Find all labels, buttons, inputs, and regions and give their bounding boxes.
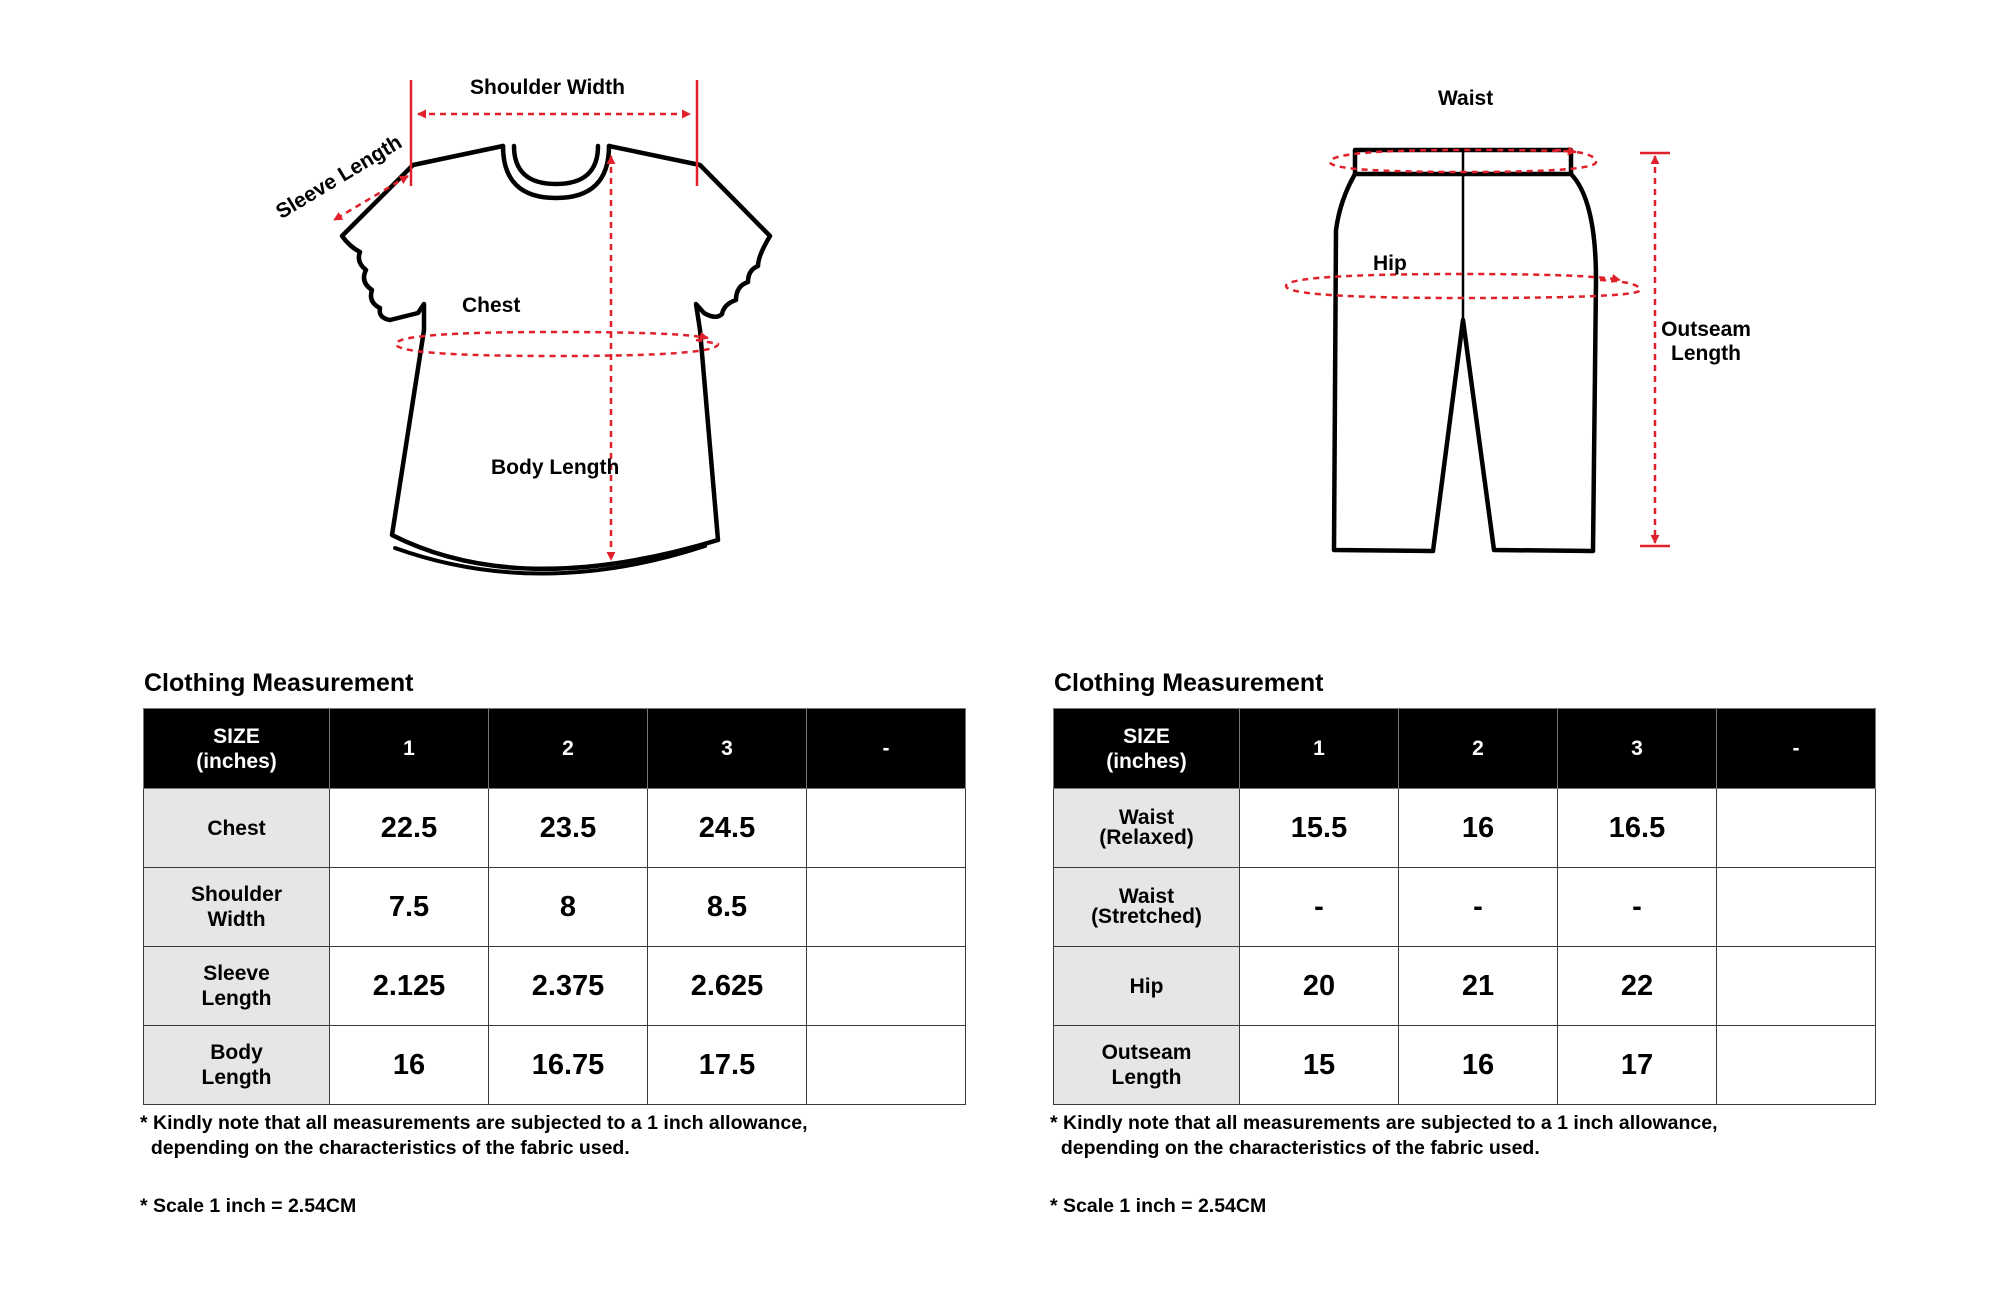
- diagram-drawing: [0, 0, 2000, 620]
- value-cell: 20: [1240, 947, 1399, 1026]
- row-label: [144, 868, 330, 947]
- size-header-line1: SIZE: [213, 724, 260, 748]
- value-cell: [807, 868, 966, 947]
- value-cell: 2.375: [489, 947, 648, 1026]
- waist-label: Waist: [1438, 87, 1494, 110]
- pants-outline: [1334, 150, 1596, 551]
- table-row: [144, 1026, 966, 1105]
- tshirt-outline: [342, 146, 770, 574]
- table-header-row: [144, 709, 966, 789]
- size-column-header: 1: [330, 709, 489, 789]
- row-label-line2: Length: [1111, 1066, 1182, 1089]
- row-label-line1: Chest: [207, 816, 266, 840]
- table-row: [1054, 789, 1876, 868]
- outseam-label-line2: Length: [1671, 342, 1741, 365]
- size-header-line2: (inches): [1106, 749, 1187, 773]
- value-cell: [1717, 789, 1876, 868]
- row-label-line1: Waist: [1118, 806, 1175, 829]
- note-line2: depending on the characteristics of the fabric used.: [1050, 1137, 1540, 1159]
- value-cell: 17.5: [648, 1026, 807, 1105]
- body-length-label: Body Length: [491, 456, 620, 479]
- value-cell: 17: [1558, 1026, 1717, 1105]
- row-label: [1054, 947, 1240, 1026]
- size-column-header: 3: [1558, 709, 1717, 789]
- value-cell: 24.5: [648, 789, 807, 868]
- outseam-label-line1: Outseam: [1661, 318, 1751, 341]
- value-cell: 23.5: [489, 789, 648, 868]
- value-cell: 2.125: [330, 947, 489, 1026]
- value-cell: 16: [1399, 1026, 1558, 1105]
- row-label-line1: Hip: [1129, 974, 1164, 998]
- size-header-line2: (inches): [196, 749, 277, 773]
- outseam-length-label: [1656, 318, 1756, 366]
- row-label: [144, 947, 330, 1026]
- value-cell: -: [1558, 868, 1717, 947]
- value-cell: -: [1399, 868, 1558, 947]
- pants-measure-lines: [1286, 150, 1670, 546]
- shirt-table-title: Clothing Measurement: [144, 669, 414, 697]
- row-label: [1054, 868, 1240, 947]
- size-column-header: -: [807, 709, 966, 789]
- value-cell: [807, 947, 966, 1026]
- row-label-line1: Body: [210, 1041, 263, 1064]
- size-column-header: 1: [1240, 709, 1399, 789]
- size-column-header: 2: [1399, 709, 1558, 789]
- note-line1: * Kindly note that all measurements are subjected to a 1 inch allowance,: [140, 1112, 808, 1134]
- table-row: [144, 947, 966, 1026]
- pants-size-table: [1053, 708, 1876, 1105]
- table-row: [1054, 1026, 1876, 1105]
- value-cell: 7.5: [330, 868, 489, 947]
- row-label-line2: Width: [207, 908, 266, 931]
- table-row: [1054, 947, 1876, 1026]
- value-cell: [1717, 868, 1876, 947]
- chest-label: Chest: [462, 294, 521, 317]
- value-cell: [1717, 1026, 1876, 1105]
- row-label-line1: Sleeve: [203, 962, 270, 985]
- value-cell: 8: [489, 868, 648, 947]
- size-column-header: -: [1717, 709, 1876, 789]
- scale-note: * Scale 1 inch = 2.54CM: [140, 1195, 357, 1217]
- sleeve-length-label: Sleeve Length: [272, 130, 406, 224]
- table-header-row: [1054, 709, 1876, 789]
- allowance-note: [1050, 1111, 1718, 1161]
- scale-note: * Scale 1 inch = 2.54CM: [1050, 1195, 1267, 1217]
- value-cell: 16: [1399, 789, 1558, 868]
- value-cell: [1717, 947, 1876, 1026]
- value-cell: 22.5: [330, 789, 489, 868]
- table-row: [144, 789, 966, 868]
- value-cell: 15.5: [1240, 789, 1399, 868]
- table-row: [1054, 868, 1876, 947]
- shoulder-width-label: Shoulder Width: [470, 76, 625, 99]
- value-cell: 22: [1558, 947, 1717, 1026]
- row-label-line2: (Stretched): [1091, 905, 1202, 928]
- row-label-line2: Length: [201, 987, 272, 1010]
- note-line1: * Kindly note that all measurements are subjected to a 1 inch allowance,: [1050, 1112, 1718, 1134]
- pants-table-title: Clothing Measurement: [1054, 669, 1324, 697]
- row-label-line1: Outseam: [1101, 1041, 1192, 1064]
- size-column-header: 3: [648, 709, 807, 789]
- value-cell: 15: [1240, 1026, 1399, 1105]
- value-cell: 2.625: [648, 947, 807, 1026]
- size-unit-header: [144, 709, 330, 789]
- value-cell: 16.75: [489, 1026, 648, 1105]
- row-label-line1: Waist: [1118, 885, 1175, 908]
- value-cell: 16: [330, 1026, 489, 1105]
- shirt-size-table: [143, 708, 966, 1105]
- value-cell: 8.5: [648, 868, 807, 947]
- note-line2: depending on the characteristics of the fabric used.: [140, 1137, 630, 1159]
- value-cell: -: [1240, 868, 1399, 947]
- measurement-diagrams: [0, 0, 2000, 620]
- size-header-line1: SIZE: [1123, 724, 1170, 748]
- row-label: [1054, 789, 1240, 868]
- row-label: [1054, 1026, 1240, 1105]
- value-cell: [807, 1026, 966, 1105]
- table-row: [144, 868, 966, 947]
- row-label-line2: (Relaxed): [1099, 826, 1194, 849]
- row-label-line1: Shoulder: [190, 883, 282, 906]
- row-label: [144, 1026, 330, 1105]
- hip-label: Hip: [1373, 252, 1407, 275]
- value-cell: 16.5: [1558, 789, 1717, 868]
- allowance-note: [140, 1111, 808, 1161]
- row-label: [144, 789, 330, 868]
- value-cell: 21: [1399, 947, 1558, 1026]
- value-cell: [807, 789, 966, 868]
- size-column-header: 2: [489, 709, 648, 789]
- size-unit-header: [1054, 709, 1240, 789]
- row-label-line2: Length: [201, 1066, 272, 1089]
